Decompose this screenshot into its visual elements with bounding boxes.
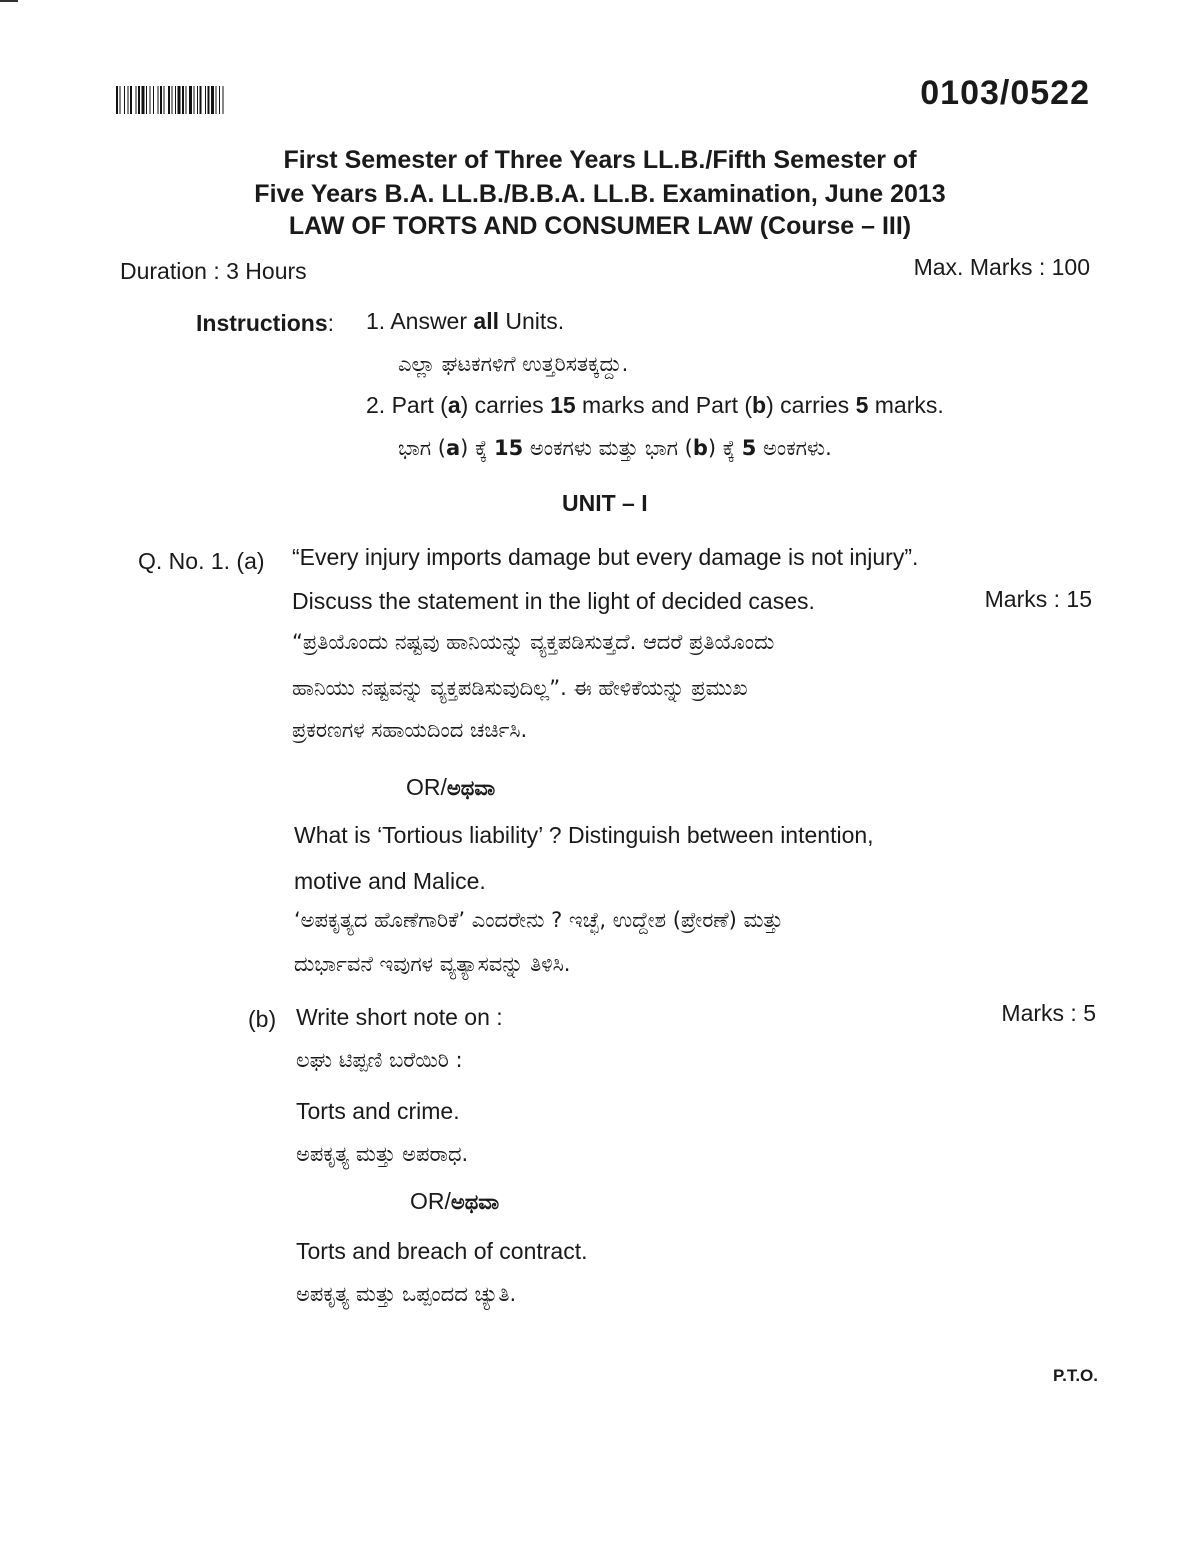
q1a-line-2: Discuss the statement in the light of decided cases. (292, 588, 815, 614)
instruction-2-kn5: ಅಂಕಗಳು. (756, 436, 832, 460)
q1a-kannada-line-2: ಹಾನಿಯು ನಷ್ಟವನ್ನು ವ್ಯಕ್ತಪಡಿಸುವುದಿಲ್ಲ”. ಈ ಹೇಳಿಕೆಯನ್ನು ಪ್ರಮುಖ (292, 676, 748, 700)
instruction-2-t2: ) carries (460, 392, 551, 418)
instruction-1-pre: Answer (390, 308, 474, 334)
instruction-2-t1: Part ( (391, 392, 448, 418)
unit-title: UNIT – I (562, 490, 648, 516)
instruction-1-kannada: ಎಲ್ಲಾ ಘಟಕಗಳಿಗೆ ಉತ್ತರಿಸತಕ್ಕದ್ದು. (398, 352, 629, 376)
instruction-2 (366, 392, 944, 419)
scan-corner-mark (0, 0, 18, 16)
instruction-2-b1: a (447, 392, 461, 418)
exam-title-line-2: Five Years B.A. LL.B./B.B.A. LL.B. Examination, June 2013 (254, 180, 946, 208)
or-separator-1 (406, 774, 495, 801)
or-separator-1-en: OR/ (406, 774, 447, 800)
instruction-1-number: 1. (366, 308, 386, 334)
instruction-2-kannada (398, 436, 832, 461)
instructions-label (196, 310, 334, 337)
q1a-alt-line-1: What is ‘Tortious liability’ ? Distinguish between intention, (294, 822, 874, 848)
instruction-2-kb1: a (446, 436, 461, 460)
q1a-alt-kannada-line-1: ‘ಅಪಕೃತ್ಯದ ಹೊಣೆಗಾರಿಕೆ’ ಎಂದರೇನು ? ಇಚ್ಛೆ, ಉದ್ದೇಶ (ಪ್ರೇರಣೆ) ಮತ್ತು (294, 908, 784, 932)
q1b-item-2: Torts and breach of contract. (296, 1238, 588, 1264)
instruction-2-kn1: ಭಾಗ ( (398, 436, 446, 460)
or-separator-2-en: OR/ (410, 1188, 451, 1214)
instruction-2-number: 2. (366, 392, 386, 418)
exam-title-line-1: First Semester of Three Years LL.B./Fifth Semester of (283, 146, 917, 174)
q1a-alt-kannada-line-2: ದುರ್ಭಾವನೆ ಇವುಗಳ ವ್ಯತ್ಯಾಸವನ್ನು ತಿಳಿಸಿ. (294, 952, 571, 976)
instruction-2-kb3: b (692, 436, 708, 460)
instruction-2-kn2: ) ಕ್ಕೆ (460, 436, 495, 460)
instruction-1-post: Units. (498, 308, 565, 334)
q1b-label: (b) (248, 1006, 277, 1032)
instructions-colon: : (327, 310, 335, 336)
or-separator-1-kn: ಅಥವಾ (446, 776, 496, 800)
paper-code: 0103/0522 (920, 74, 1090, 112)
q1a-marks: Marks : 15 (984, 586, 1092, 612)
q1a-kannada-line-1: “ಪ್ರತಿಯೊಂದು ನಷ್ಟವು ಹಾನಿಯನ್ನು ವ್ಯಕ್ತಪಡಿಸುತ್ತದೆ. ಆದರೆ ಪ್ರತಿಯೊಂದು (292, 630, 775, 654)
barcode-image (116, 86, 342, 114)
instruction-2-b4: 5 (855, 392, 869, 418)
instruction-2-kb4: 5 (741, 436, 757, 460)
instruction-2-b2: 15 (550, 392, 576, 418)
question-label: Q. No. 1. (a) (138, 548, 265, 574)
instruction-2-kn3: ಅಂಕಗಳು ಮತ್ತು ಭಾಗ ( (523, 436, 693, 460)
instruction-2-t3: marks and Part ( (575, 392, 753, 418)
q1b-kannada: ಲಘು ಟಿಪ್ಪಣಿ ಬರೆಯಿರಿ : (296, 1048, 463, 1072)
q1b-item-2-kannada: ಅಪಕೃತ್ಯ ಮತ್ತು ಒಪ್ಪಂದದ ಚ್ಯುತಿ. (296, 1282, 517, 1306)
q1b-line: Write short note on : (296, 1004, 503, 1030)
page-turn-over: P.T.O. (1052, 1366, 1098, 1385)
instruction-2-t5: marks. (868, 392, 944, 418)
q1a-line-1: “Every injury imports damage but every damage is not injury”. (292, 544, 919, 570)
duration: Duration : 3 Hours (120, 258, 307, 284)
q1a-kannada-line-3: ಪ್ರಕರಣಗಳ ಸಹಾಯದಿಂದ ಚರ್ಚಿಸಿ. (292, 718, 528, 742)
q1b-item-1-kannada: ಅಪಕೃತ್ಯ ಮತ್ತು ಅಪರಾಧ. (296, 1142, 469, 1166)
max-marks: Max. Marks : 100 (913, 254, 1090, 280)
instruction-2-t4: ) carries (766, 392, 856, 418)
instruction-2-kn4: ) ಕ್ಕೆ (707, 436, 742, 460)
q1b-item-1: Torts and crime. (296, 1098, 460, 1124)
q1b-marks: Marks : 5 (1001, 1000, 1096, 1026)
or-separator-2 (410, 1188, 499, 1215)
instruction-1 (366, 308, 564, 335)
instructions-label-text: Instructions (196, 310, 328, 336)
exam-title-line-3: LAW OF TORTS AND CONSUMER LAW (Course – III) (288, 212, 912, 240)
or-separator-2-kn: ಅಥವಾ (450, 1190, 500, 1214)
q1a-alt-line-2: motive and Malice. (294, 868, 486, 894)
instruction-1-bold: all (473, 308, 499, 334)
instruction-2-kb2: 15 (494, 436, 524, 460)
instruction-2-b3: b (752, 392, 767, 418)
